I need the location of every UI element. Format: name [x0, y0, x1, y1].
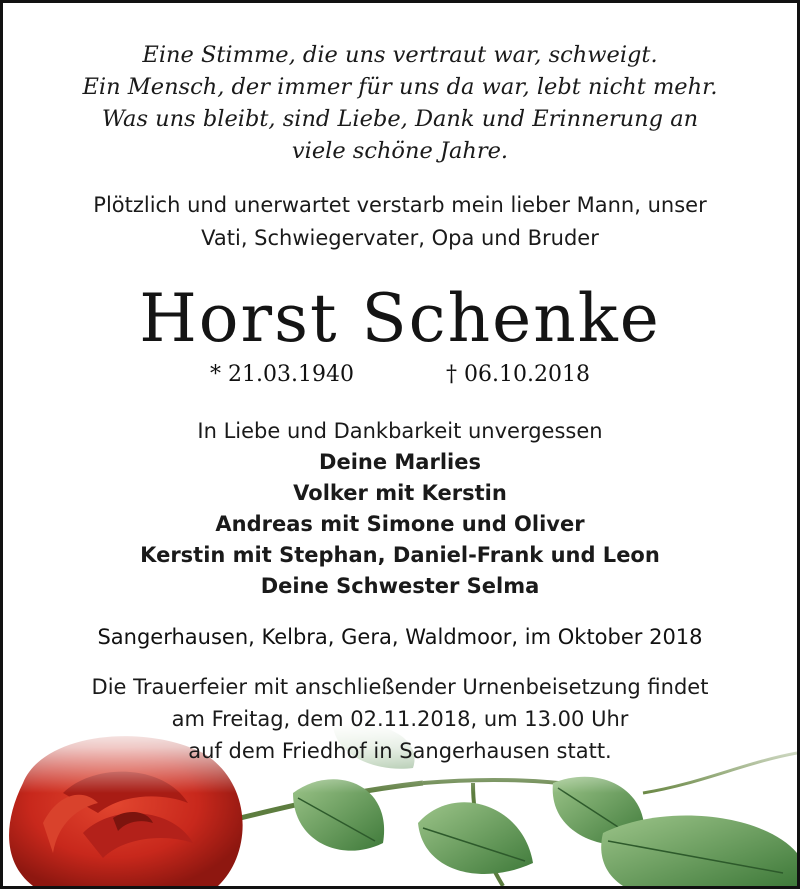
leaf-shape: [601, 816, 797, 886]
mourner-name: Volker mit Kerstin: [293, 481, 507, 505]
poem-line: Ein Mensch, der immer für uns da war, lebt nicht mehr.: [82, 74, 718, 100]
poem-line: Was uns bleibt, sind Liebe, Dank und Erinnerung an: [101, 106, 699, 132]
deceased-name: Horst Schenke: [139, 280, 661, 357]
mourners-list: [3, 416, 797, 602]
place-and-date: Sangerhausen, Kelbra, Gera, Waldmoor, im Oktober 2018: [97, 625, 703, 649]
announcement-line: Vati, Schwiegervater, Opa und Bruder: [201, 226, 599, 250]
birth-date: * 21.03.1940: [210, 362, 354, 387]
mourner-name: Deine Schwester Selma: [260, 574, 540, 598]
life-dates: [3, 359, 797, 391]
mourner-name: Kerstin mit Stephan, Daniel-Frank und Leon: [140, 543, 660, 567]
funeral-line: am Freitag, dem 02.11.2018, um 13.00 Uhr: [171, 707, 629, 731]
mourner-name: Deine Marlies: [319, 450, 481, 474]
mourner-name: Andreas mit Simone und Oliver: [215, 512, 585, 536]
leaf-shape: [418, 802, 533, 874]
poem-line: viele schöne Jahre.: [291, 138, 509, 164]
memorial-poem: [3, 39, 797, 167]
mourners-lead: In Liebe und Dankbarkeit unvergessen: [197, 419, 603, 443]
announcement-line: Plötzlich und unerwartet verstarb mein lieber Mann, unser: [93, 193, 707, 217]
funeral-line: auf dem Friedhof in Sangerhausen statt.: [188, 739, 612, 763]
funeral-details: [3, 671, 797, 767]
death-announcement: [3, 189, 797, 255]
poem-line: Eine Stimme, die uns vertraut war, schweigt.: [142, 42, 658, 68]
death-date: † 06.10.2018: [446, 362, 590, 387]
funeral-line: Die Trauerfeier mit anschließender Urnenbeisetzung findet: [91, 675, 709, 699]
